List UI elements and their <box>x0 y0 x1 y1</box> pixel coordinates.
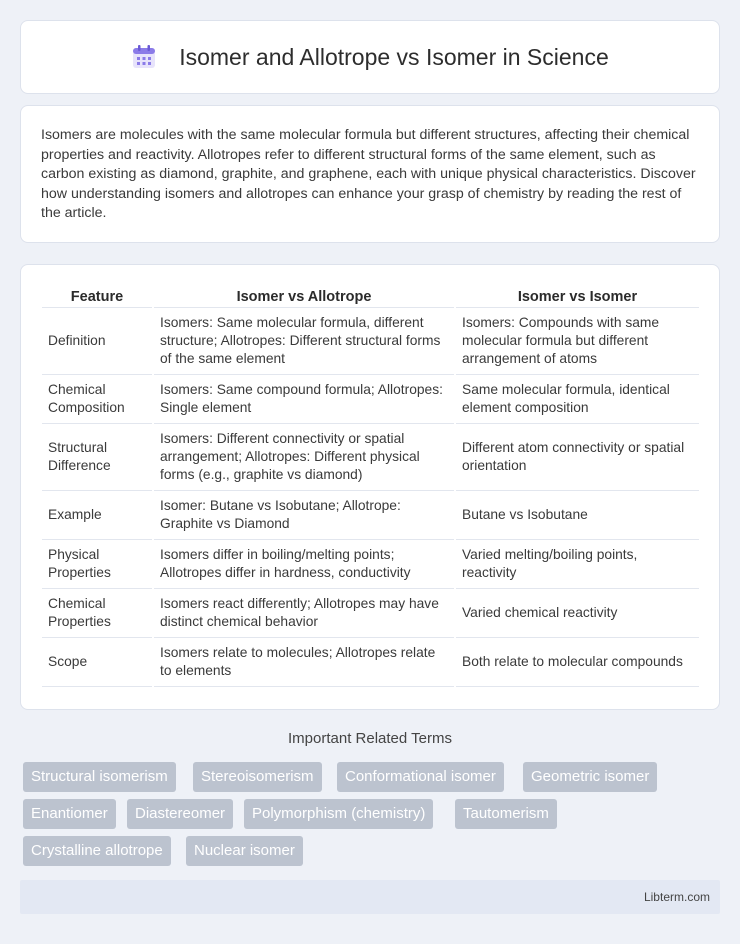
related-term-tag[interactable]: Crystalline allotrope <box>23 836 171 866</box>
comparison-table <box>40 285 701 687</box>
related-term-tag[interactable]: Diastereomer <box>127 799 233 829</box>
related-term-tag[interactable]: Enantiomer <box>23 799 116 829</box>
table-cell: Both relate to molecular compounds <box>456 638 699 687</box>
footer <box>20 880 720 914</box>
table-cell: Scope <box>42 638 152 687</box>
page-title: Isomer and Allotrope vs Isomer in Science <box>179 43 609 70</box>
related-term-tag[interactable]: Geometric isomer <box>523 762 657 792</box>
intro-text: Isomers are molecules with the same molecular formula but different structures, affecting their chemical properties and reactivity. Allotropes refer to different structural forms of the same element, such as carbon existing as diamond, graphite, and graphene, each with unique physical characteristics. Discover how understanding isomers and allotropes can enhance your grasp of chemistry by reading the rest of the article. <box>41 127 696 222</box>
table-row <box>42 589 699 638</box>
table-cell: Isomers: Same compound formula; Allotropes: Single element <box>154 375 454 424</box>
table-cell: Isomers: Same molecular formula, different structure; Allotropes: Different structural forms of the same element <box>154 308 454 375</box>
intro-card <box>20 105 720 243</box>
table-cell: Structural Difference <box>42 424 152 491</box>
related-term-tag[interactable]: Structural isomerism <box>23 762 176 792</box>
table-cell: Isomers react differently; Allotropes may have distinct chemical behavior <box>154 589 454 638</box>
table-cell: Physical Properties <box>42 540 152 589</box>
table-cell: Example <box>42 491 152 540</box>
table-row <box>42 424 699 491</box>
column-header: Isomer vs Isomer <box>456 285 699 308</box>
related-term-tag[interactable]: Nuclear isomer <box>186 836 303 866</box>
table-cell: Isomers differ in boiling/melting points; Allotropes differ in hardness, conductivity <box>154 540 454 589</box>
table-cell: Isomers relate to molecules; Allotropes relate to elements <box>154 638 454 687</box>
related-term-tag[interactable]: Polymorphism (chemistry) <box>244 799 433 829</box>
calendar-icon <box>131 44 157 70</box>
related-terms-title: Important Related Terms <box>288 730 452 747</box>
table-cell: Isomer: Butane vs Isobutane; Allotrope: Graphite vs Diamond <box>154 491 454 540</box>
table-row <box>42 638 699 687</box>
column-header: Feature <box>42 285 152 308</box>
table-cell: Definition <box>42 308 152 375</box>
table-cell: Varied chemical reactivity <box>456 589 699 638</box>
table-header-row <box>42 285 699 308</box>
table-cell: Different atom connectivity or spatial orientation <box>456 424 699 491</box>
table-cell: Isomers: Compounds with same molecular formula but different arrangement of atoms <box>456 308 699 375</box>
table-row <box>42 491 699 540</box>
related-term-tag[interactable]: Stereoisomerism <box>193 762 322 792</box>
comparison-table-card <box>20 264 720 710</box>
table-cell: Same molecular formula, identical element composition <box>456 375 699 424</box>
table-row <box>42 308 699 375</box>
table-cell: Butane vs Isobutane <box>456 491 699 540</box>
table-cell: Chemical Composition <box>42 375 152 424</box>
column-header: Isomer vs Allotrope <box>154 285 454 308</box>
footer-brand-link[interactable]: Libterm.com <box>643 890 710 904</box>
table-row <box>42 540 699 589</box>
table-row <box>42 375 699 424</box>
table-cell: Varied melting/boiling points, reactivity <box>456 540 699 589</box>
table-cell: Isomers: Different connectivity or spatial arrangement; Allotropes: Different physical forms (e.g., graphite vs diamond) <box>154 424 454 491</box>
table-cell: Chemical Properties <box>42 589 152 638</box>
header-card <box>20 20 720 94</box>
related-term-tag[interactable]: Tautomerism <box>455 799 557 829</box>
related-term-tag[interactable]: Conformational isomer <box>337 762 504 792</box>
